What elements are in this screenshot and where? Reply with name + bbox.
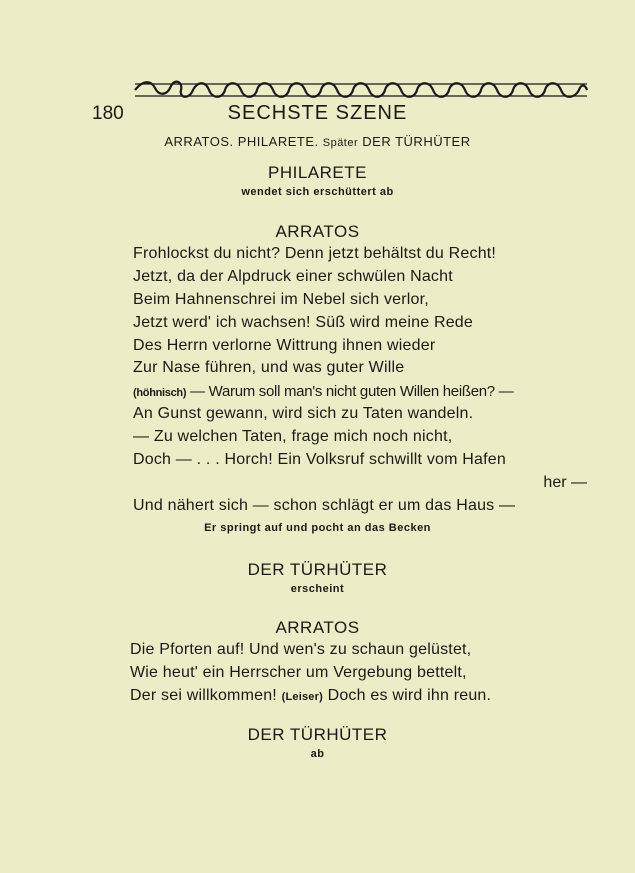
verse-text: Doch es wird ihn reun. bbox=[322, 687, 492, 704]
aside-direction: (Leiser) bbox=[281, 691, 323, 703]
verse-line: Jetzt werd' ich wachsen! Süß wird meine Rede bbox=[133, 314, 473, 331]
stage-direction: Er springt auf und pocht an das Becken bbox=[204, 522, 431, 534]
speaker-tuerhueter: DER TÜRHÜTER bbox=[247, 725, 388, 744]
verse-line: Die Pforten auf! Und wen's zu schaun gelüstet, bbox=[130, 641, 472, 658]
verse-line: — Zu welchen Taten, frage mich noch nicht, bbox=[133, 428, 453, 445]
stage-direction: erscheint bbox=[290, 583, 345, 595]
verse-line: Des Herrn verlorne Wittrung ihnen wieder bbox=[133, 337, 436, 354]
verse-line: Und nähert sich — schon schlägt er um das Haus — bbox=[133, 497, 516, 514]
speaker-arratos: ARRATOS bbox=[275, 618, 360, 637]
persons-main: ARRATOS. PHILARETE. bbox=[164, 134, 319, 149]
verse-text: Der sei willkommen! bbox=[130, 687, 282, 704]
verse-text: — Warum soll man's nicht guten Willen heißen? — bbox=[186, 383, 514, 400]
persons-later: Später bbox=[322, 137, 359, 149]
decorative-border-ornament bbox=[133, 78, 589, 102]
verse-line: Zur Nase führen, und was guter Wille bbox=[133, 359, 405, 376]
verse-line: Frohlockst du nicht? Denn jetzt behältst du Recht! bbox=[133, 245, 497, 262]
verse-overflow: her — bbox=[543, 474, 587, 491]
verse-line: An Gunst gewann, wird sich zu Taten wandeln. bbox=[133, 405, 474, 422]
verse-line: Beim Hahnenschrei im Nebel sich verlor, bbox=[133, 291, 429, 308]
verse-line: Wie heut' ein Herrscher um Vergebung bettelt, bbox=[130, 664, 467, 681]
verse-line-with-aside bbox=[130, 687, 491, 705]
speaker-arratos: ARRATOS bbox=[275, 222, 360, 241]
stage-direction: ab bbox=[310, 748, 325, 760]
scene-title: SECHSTE SZENE bbox=[227, 102, 408, 124]
speaker-tuerhueter: DER TÜRHÜTER bbox=[247, 560, 388, 579]
persons-line bbox=[0, 134, 635, 149]
verse-line-with-aside bbox=[133, 383, 513, 400]
persons-doorkeeper: DER TÜRHÜTER bbox=[362, 134, 471, 149]
verse-line: Doch — . . . Horch! Ein Volksruf schwillt vom Hafen bbox=[133, 451, 506, 468]
aside-direction: (höhnisch) bbox=[133, 387, 187, 399]
speaker-philarete: PHILARETE bbox=[268, 163, 367, 182]
verse-line: Jetzt, da der Alpdruck einer schwülen Nacht bbox=[133, 268, 453, 285]
page-number: 180 bbox=[92, 103, 124, 124]
stage-direction: wendet sich erschüttert ab bbox=[241, 186, 394, 198]
